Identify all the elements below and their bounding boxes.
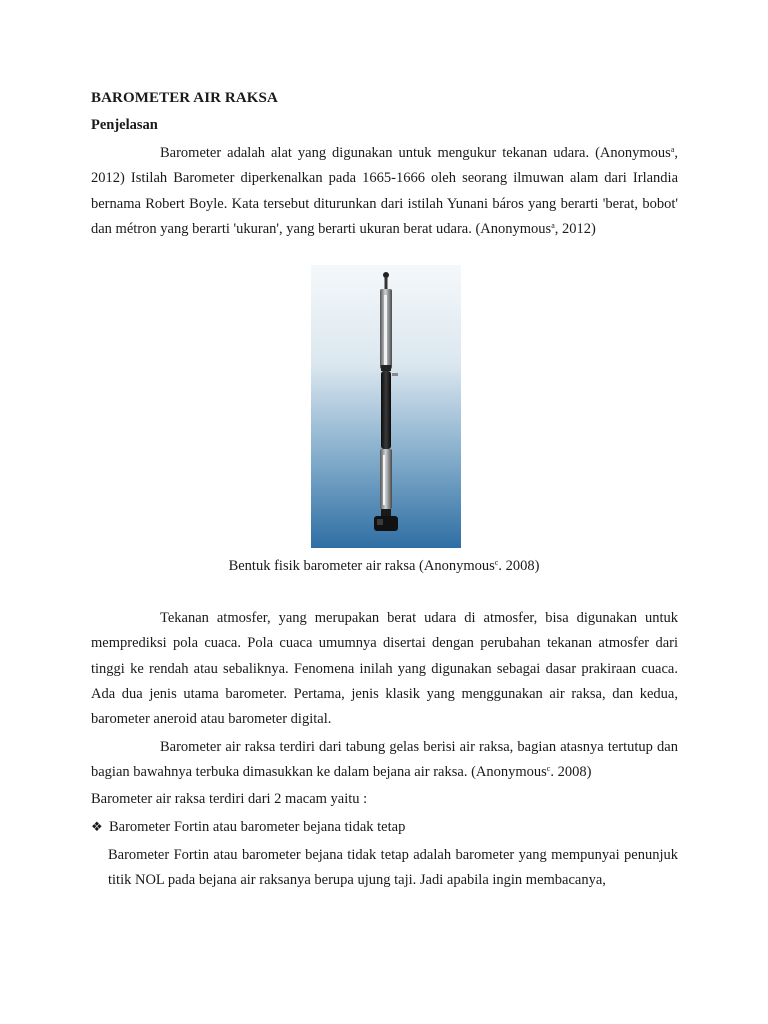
paragraph-mercury-barometer [91, 735, 678, 786]
paragraph-text: , 2012) [554, 220, 596, 237]
paragraph-definition [91, 141, 678, 242]
bullet-item-fortin [91, 819, 405, 836]
types-intro-line: Barometer air raksa terdiri dari 2 macam yaitu : [91, 791, 368, 807]
diamond-bullet-icon: ❖ [91, 820, 103, 835]
paragraph-text: Barometer adalah alat yang digunakan untuk mengukur tekanan udara. (Anonymous [160, 145, 671, 161]
section-heading: Penjelasan [91, 117, 158, 133]
citation-superscript: a [551, 220, 555, 230]
paragraph-text: Tekanan atmosfer, yang merupakan berat udara di atmosfer, bisa digunakan untuk memprediksi pola cuaca. Pola cuaca umumnya disertai dengan perubahan tekanan atmosfer dari tinggi ke rendah atau sebaliknya. Fenomena inilah yang digunakan sebagai dasar prakiraan cuaca. Ada dua jenis utama barometer. Pertama, jenis klasik yang menggunakan air raksa, dan kedua, barometer aneroid atau barometer digital. [91, 610, 678, 728]
paragraph-text: , 2012) Istilah Barometer diperkenalkan pada 1665-1666 oleh seorang ilmuwan alam dari Irlandia bernama Robert Boyle. Kata tersebut diturunkan dari istilah Yunani báros yang berarti 'berat, bobot' dan métron yang berarti 'ukuran', yang berarti ukuran berat udara. (Anonymous [91, 145, 678, 237]
paragraph-text: . 2008) [550, 764, 592, 781]
citation-superscript: c [494, 558, 499, 567]
figure-caption [0, 558, 768, 575]
paragraph-text: Barometer air raksa terdiri dari tabung gelas berisi air raksa, bagian atasnya tertutup dan bagian bawahnya terbuka dimasukkan ke dalam bejana air raksa. (Anonymous [91, 739, 678, 781]
mercury-barometer-photo [311, 265, 461, 548]
paragraph-atmospheric-pressure [91, 606, 678, 732]
document-title: BAROMETER AIR RAKSA [91, 90, 278, 106]
citation-superscript: a [670, 145, 675, 154]
caption-text: Bentuk fisik barometer air raksa (Anonymous [228, 558, 495, 574]
caption-text: . 2008) [498, 558, 540, 574]
paragraph-fortin: Barometer Fortin atau barometer bejana tidak tetap adalah barometer yang mempunyai penunjuk titik NOL pada bejana air raksanya berupa ujung taji. Jadi apabila ingin membacanya, [108, 847, 678, 889]
bullet-text: Barometer Fortin atau barometer bejana tidak tetap [109, 819, 406, 835]
citation-superscript: c [546, 764, 551, 774]
